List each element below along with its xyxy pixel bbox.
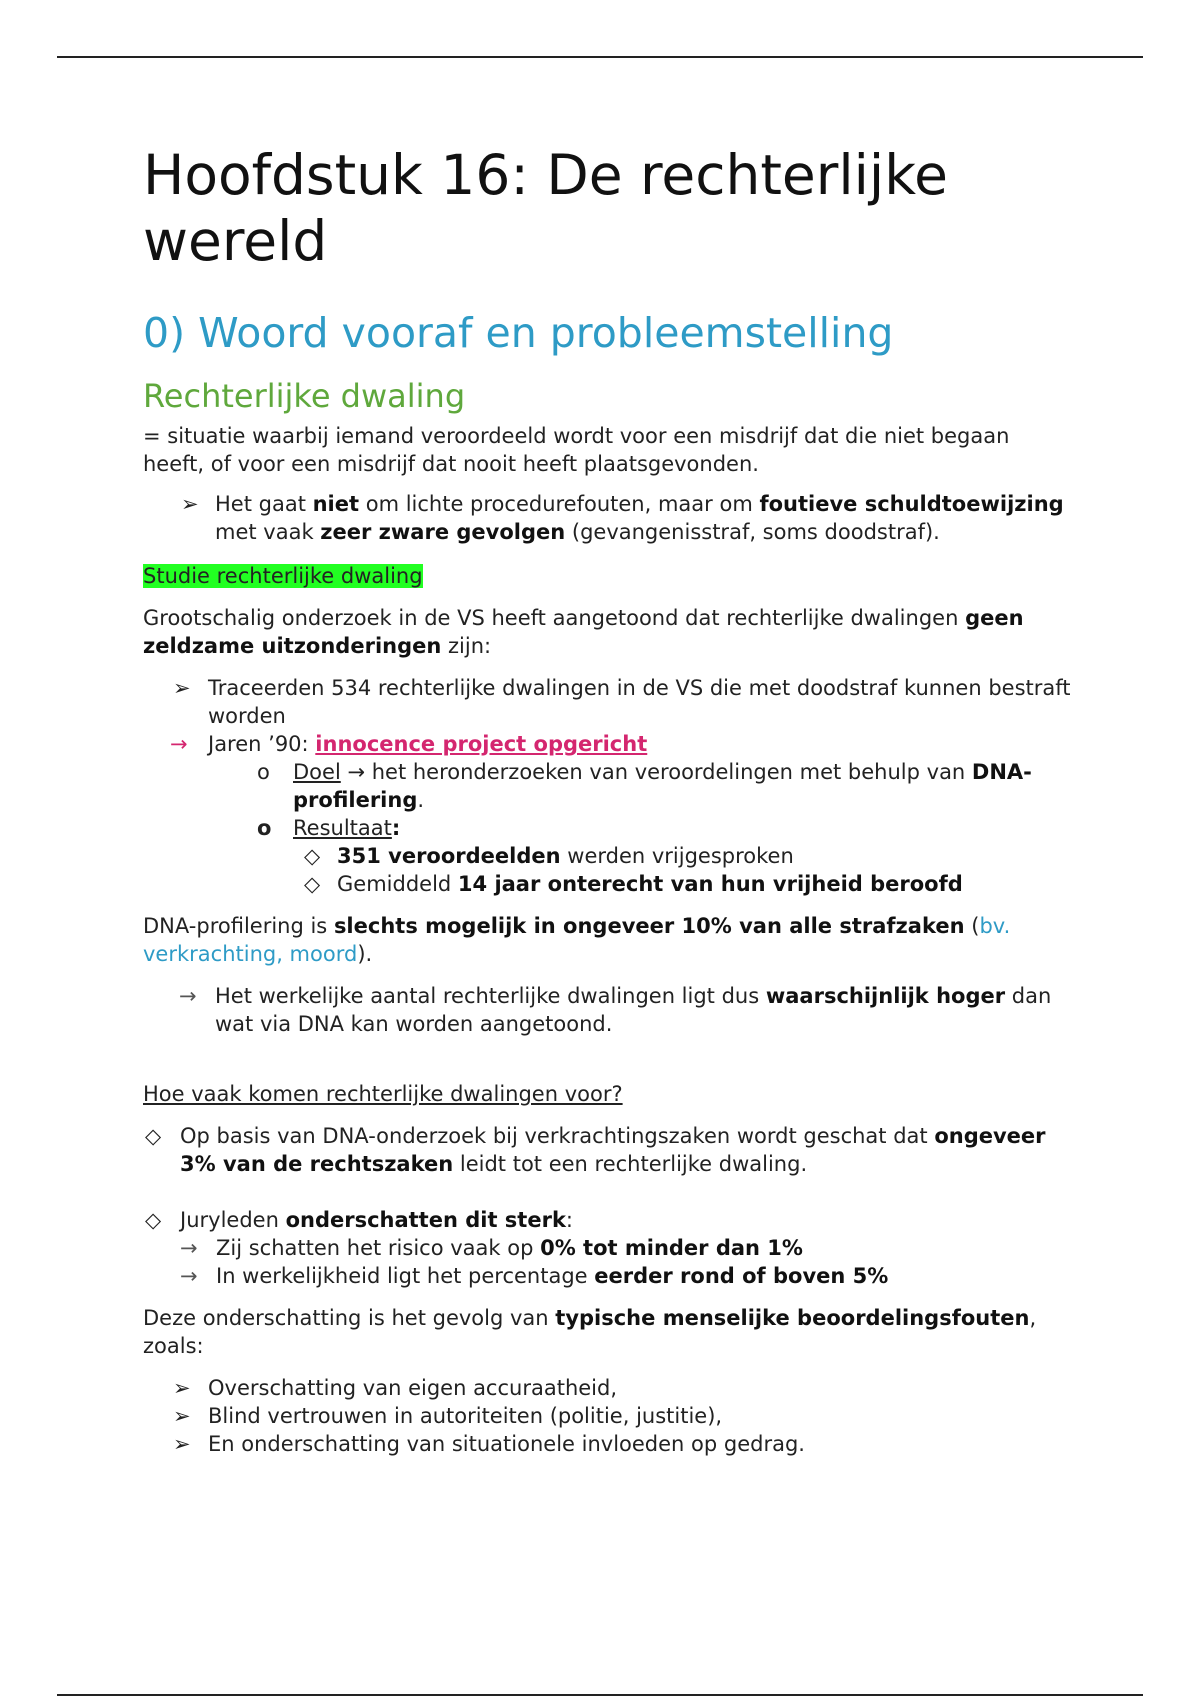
list-item: ➢ Het gaat niet om lichte procedurefouten, maar om foutieve schuldtoewijzing met vaak zeer zware gevolgen (gevangenisstraf, soms doodstraf). — [181, 492, 1064, 544]
list-item: → Zij schatten het risico vaak op 0% tot minder dan 1% — [180, 1236, 803, 1260]
list-item: ➢ Blind vertrouwen in autoriteiten (politie, justitie), — [173, 1404, 723, 1428]
arrowhead-bullet-icon: ➢ — [173, 1432, 191, 1456]
circle-bullet-icon: o — [257, 816, 272, 840]
innocence-project-link[interactable]: innocence project opgericht — [315, 732, 648, 756]
arrowhead-bullet-icon: ➢ — [173, 1404, 191, 1428]
arrowhead-bullet-icon: ➢ — [173, 1376, 191, 1400]
definition: = situatie waarbij iemand veroordeeld wordt voor een misdrijf dat die niet begaan heeft, of voor een misdrijf dat nooit heeft plaatsgevonden. — [143, 424, 1010, 476]
arrow-icon: → — [180, 1236, 198, 1260]
conclusion: Deze onderschatting is het gevolg van typische menselijke beoordelingsfouten, zoals: — [143, 1306, 1037, 1358]
arrowhead-bullet-icon: ➢ — [173, 676, 191, 700]
circle-bullet-icon: o — [257, 760, 270, 784]
arrow-icon: → — [180, 1264, 198, 1288]
list-item: → In werkelijkheid ligt het percentage eerder rond of boven 5% — [180, 1264, 889, 1288]
list-item: ◇ Op basis van DNA-onderzoek bij verkrachtingszaken wordt geschat dat ongeveer 3% van de rechtszaken leidt tot een rechterlijke dwaling. — [145, 1124, 1046, 1176]
arrow-icon: → — [170, 732, 188, 756]
diamond-bullet-icon: ◇ — [304, 844, 321, 868]
list-item: ➢ Overschatting van eigen accuraatheid, — [173, 1376, 618, 1400]
top-rule — [57, 56, 1143, 58]
study-intro: Grootschalig onderzoek in de VS heeft aangetoond dat rechterlijke dwalingen geen zeldzame uitzonderingen zijn: — [143, 606, 1024, 658]
diamond-bullet-icon: ◇ — [145, 1208, 162, 1232]
dna-note: DNA-profilering is slechts mogelijk in ongeveer 10% van alle strafzaken (bv. verkrachting, moord). — [143, 914, 1011, 966]
arrow-icon: → — [179, 984, 197, 1008]
list-item: → Jaren ’90: innocence project opgericht — [170, 732, 648, 756]
page-title: Hoofdstuk 16: De rechterlijke wereld — [143, 143, 948, 273]
arrowhead-bullet-icon: ➢ — [181, 492, 199, 516]
list-item: ➢ En onderschatting van situationele invloeden op gedrag. — [173, 1432, 805, 1456]
study-label: Studie rechterlijke dwaling — [143, 564, 423, 588]
list-item: o Doel → het heronderzoeken van veroordelingen met behulp van DNA-profilering. — [257, 760, 1032, 812]
list-item: ◇ Juryleden onderschatten dit sterk: — [145, 1208, 573, 1232]
list-item: ◇ 351 veroordeelden werden vrijgesproken — [304, 844, 794, 868]
list-item: → Het werkelijke aantal rechterlijke dwalingen ligt dus waarschijnlijk hoger dan wat via DNA kan worden aangetoond. — [179, 984, 1052, 1036]
list-item: ◇ Gemiddeld 14 jaar onterecht van hun vrijheid beroofd — [304, 872, 963, 896]
subheading: Rechterlijke dwaling — [143, 377, 466, 415]
list-item: ➢ Traceerden 534 rechterlijke dwalingen in de VS die met doodstraf kunnen bestraft worden — [173, 676, 1071, 728]
document-body — [143, 142, 1073, 1458]
diamond-bullet-icon: ◇ — [145, 1124, 162, 1148]
list-item: o Resultaat: — [257, 816, 401, 840]
frequency-heading: Hoe vaak komen rechterlijke dwalingen voor? — [143, 1082, 623, 1106]
bottom-rule — [57, 1694, 1143, 1696]
diamond-bullet-icon: ◇ — [304, 872, 321, 896]
section-heading: 0) Woord vooraf en probleemstelling — [143, 309, 894, 357]
